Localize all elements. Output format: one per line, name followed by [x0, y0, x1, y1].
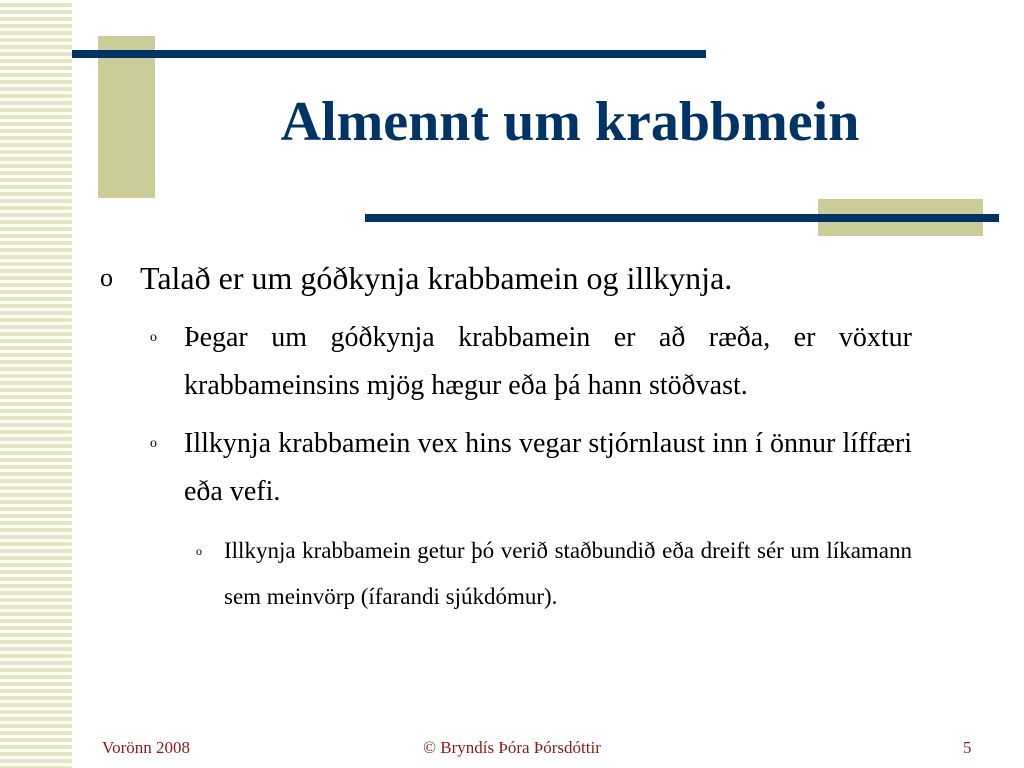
bullet-circle-icon: o	[150, 330, 157, 345]
bullet-circle-icon: o	[100, 263, 113, 292]
left-stripe-decoration	[0, 0, 72, 768]
bullet-text: Talað er um góðkynja krabbamein og illkynja.	[140, 260, 733, 296]
bullet-circle-icon: o	[196, 544, 202, 558]
bullet-level2	[150, 314, 912, 410]
bullet-text: Þegar um góðkynja krabbamein er að ræða, er vöxtur krabbameinsins mjög hægur eða þá hann stöðvast.	[184, 322, 912, 401]
bullet-circle-icon: o	[150, 436, 157, 451]
title-bottom-rule	[365, 214, 999, 222]
bullet-text: Illkynja krabbamein getur þó verið staðbundið eða dreift sér um líkamann sem meinvörp (ífarandi sjúkdómur).	[224, 538, 912, 609]
footer-page-number: 5	[963, 738, 972, 757]
title-top-rule	[72, 50, 706, 58]
footer-author: © Bryndís Þóra Þórsdóttir	[423, 738, 601, 757]
slide-title: Almennt um krabbmein	[280, 91, 860, 153]
bullet-level3	[196, 528, 912, 620]
footer-date: Vorönn 2008	[102, 738, 190, 757]
bullet-text: Illkynja krabbamein vex hins vegar stjórnlaust inn í önnur líffæri eða vefi.	[184, 428, 912, 507]
bullet-level2	[150, 420, 912, 516]
title-accent-block	[98, 36, 155, 198]
